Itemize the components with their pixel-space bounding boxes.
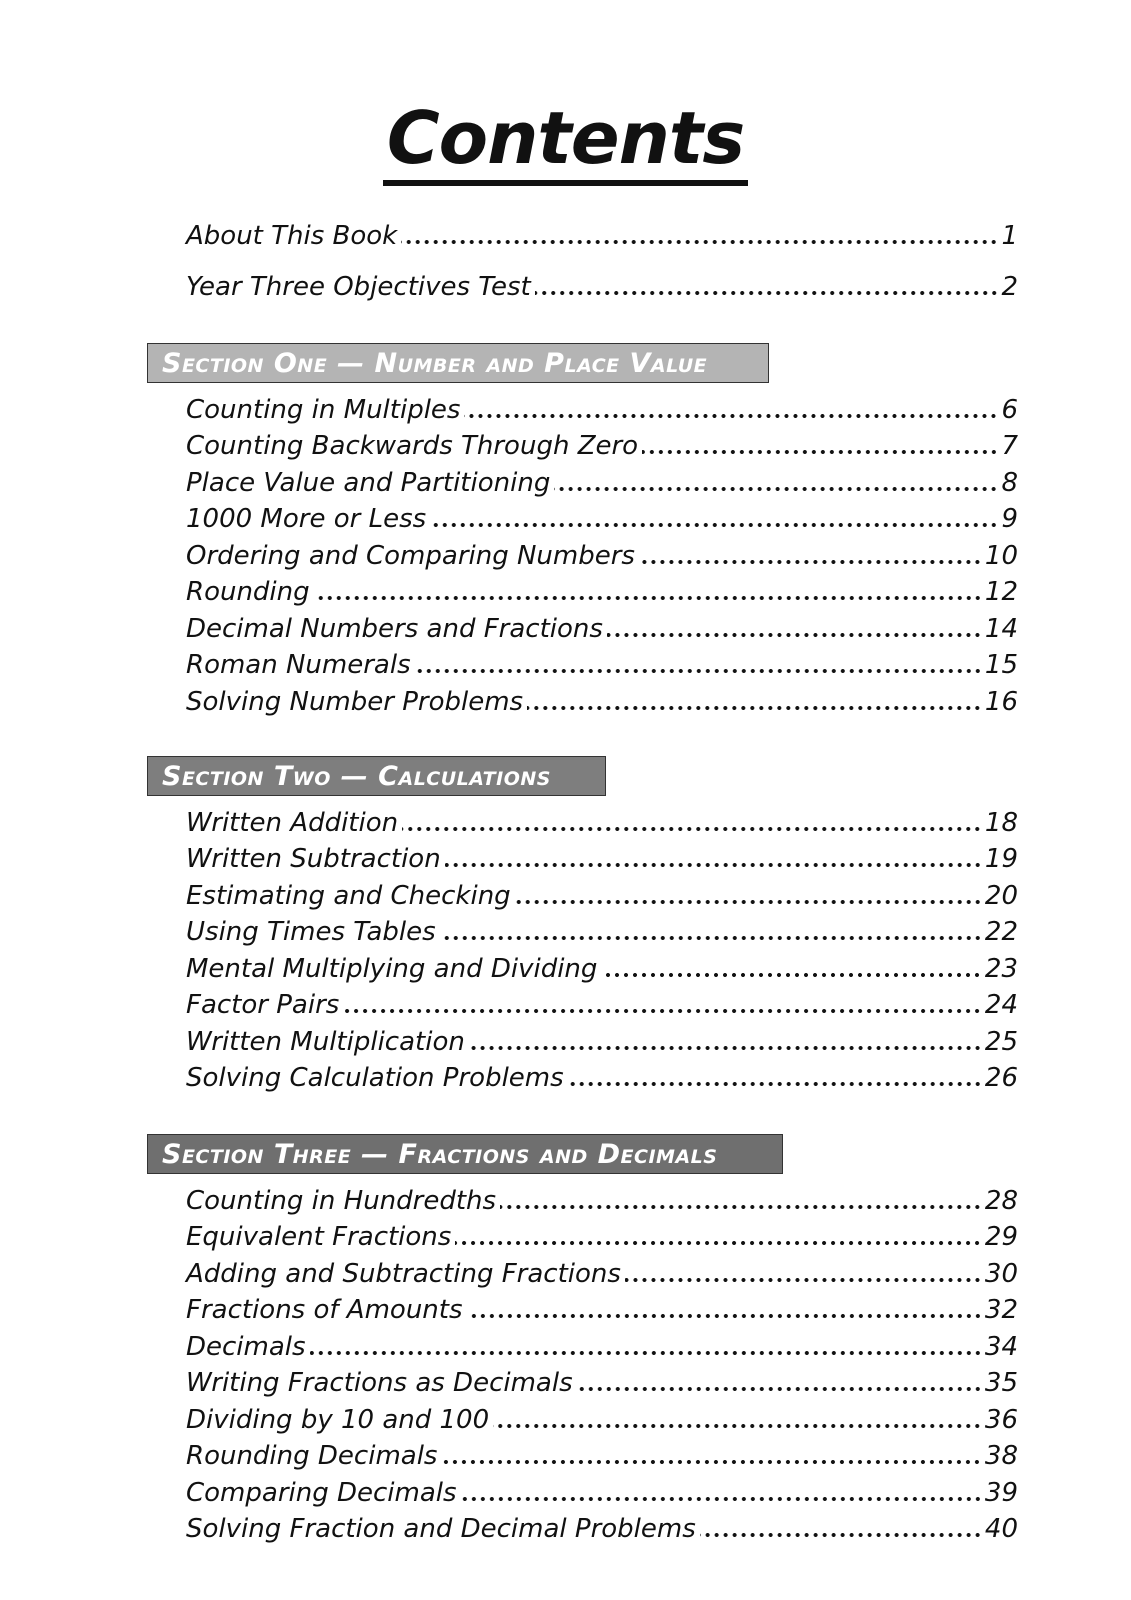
dot-leader	[639, 558, 982, 566]
dot-leader	[430, 521, 998, 529]
toc-entry-label: Dividing by 10 and 100	[186, 1405, 490, 1435]
dot-leader	[455, 1239, 982, 1247]
toc-entry-label: Adding and Subtracting Fractions	[186, 1259, 621, 1289]
toc-entry[interactable]	[186, 879, 1018, 913]
toc-entry-page-number: 9	[1001, 504, 1018, 534]
toc-entry[interactable]	[186, 393, 1018, 427]
toc-entry[interactable]	[186, 1512, 1018, 1546]
dot-leader	[625, 1276, 982, 1284]
dot-leader	[469, 1044, 982, 1052]
toc-entry[interactable]	[186, 1025, 1018, 1059]
toc-entry-page-number: 38	[984, 1441, 1018, 1471]
dot-leader	[310, 1349, 982, 1357]
toc-entry[interactable]	[186, 539, 1018, 573]
toc-entry-page-number: 18	[984, 808, 1018, 838]
toc-entry-page-number: 23	[984, 954, 1018, 984]
toc-entry-page-number: 2	[1001, 272, 1018, 302]
toc-entry[interactable]	[186, 1061, 1018, 1095]
section-one-header: Section One — Number and Place Value	[147, 343, 769, 383]
toc-entry-page-number: 6	[1001, 395, 1018, 425]
toc-entry-label: Year Three Objectives Test	[186, 272, 531, 302]
toc-entry[interactable]	[186, 685, 1018, 719]
toc-entry-label: Fractions of Amounts	[186, 1295, 463, 1325]
dot-leader	[601, 971, 982, 979]
toc-entry-page-number: 1	[1001, 221, 1018, 251]
toc-entry-label: Comparing Decimals	[186, 1478, 457, 1508]
toc-entry-page-number: 24	[984, 990, 1018, 1020]
toc-entry[interactable]	[186, 1330, 1018, 1364]
toc-entry-label: Solving Calculation Problems	[186, 1063, 564, 1093]
toc-entry[interactable]	[186, 575, 1018, 609]
toc-entry-label: Rounding Decimals	[186, 1441, 438, 1471]
toc-entry[interactable]	[186, 915, 1018, 949]
toc-entry-about-this-book[interactable]	[186, 219, 1018, 253]
dot-leader	[467, 1312, 982, 1320]
toc-entry-label: Counting in Hundredths	[186, 1186, 497, 1216]
toc-entry-label: Mental Multiplying and Dividing	[186, 954, 598, 984]
dot-leader	[568, 1080, 982, 1088]
toc-entry[interactable]	[186, 1476, 1018, 1510]
toc-entry[interactable]	[186, 612, 1018, 646]
dot-leader	[700, 1531, 982, 1539]
dot-leader	[402, 825, 982, 833]
toc-entry-page-number: 19	[984, 844, 1018, 874]
toc-entry[interactable]	[186, 952, 1018, 986]
toc-entry[interactable]	[186, 806, 1018, 840]
toc-entry-page-number: 14	[984, 614, 1018, 644]
toc-entry[interactable]	[186, 1403, 1018, 1437]
toc-entry-page-number: 28	[984, 1186, 1018, 1216]
page-title	[0, 96, 1131, 186]
toc-entry-label: Place Value and Partitioning	[186, 468, 551, 498]
toc-entry-label: Estimating and Checking	[186, 881, 511, 911]
dot-leader	[445, 861, 982, 869]
toc-entry-label: About This Book	[186, 221, 398, 251]
toc-entry-objectives-test[interactable]	[186, 270, 1018, 304]
toc-entry-label: Equivalent Fractions	[186, 1222, 452, 1252]
dot-leader	[343, 1007, 982, 1015]
toc-entry-page-number: 34	[984, 1332, 1018, 1362]
dot-leader	[515, 898, 982, 906]
toc-entry[interactable]	[186, 648, 1018, 682]
toc-entry[interactable]	[186, 988, 1018, 1022]
dot-leader	[461, 1495, 982, 1503]
toc-entry-label: Writing Fractions as Decimals	[186, 1368, 573, 1398]
toc-entry[interactable]	[186, 429, 1018, 463]
toc-entry-label: 1000 More or Less	[186, 504, 427, 534]
toc-entry-page-number: 30	[984, 1259, 1018, 1289]
toc-entry-label: Using Times Tables	[186, 917, 436, 947]
toc-entry-label: Solving Number Problems	[186, 687, 524, 717]
toc-entry-label: Decimal Numbers and Fractions	[186, 614, 603, 644]
dot-leader	[527, 704, 982, 712]
toc-entry-page-number: 16	[984, 687, 1018, 717]
dot-leader	[314, 594, 982, 602]
toc-entry-label: Solving Fraction and Decimal Problems	[186, 1514, 696, 1544]
toc-entry-page-number: 7	[1001, 431, 1018, 461]
toc-entry[interactable]	[186, 1293, 1018, 1327]
toc-entry-label: Counting Backwards Through Zero	[186, 431, 639, 461]
toc-entry-page-number: 22	[984, 917, 1018, 947]
toc-entry-label: Ordering and Comparing Numbers	[186, 541, 635, 571]
toc-entry[interactable]	[186, 502, 1018, 536]
toc-entry[interactable]	[186, 1257, 1018, 1291]
dot-leader	[464, 412, 998, 420]
dot-leader	[493, 1422, 982, 1430]
toc-entry-page-number: 26	[984, 1063, 1018, 1093]
toc-entry-label: Written Addition	[186, 808, 399, 838]
toc-entry-label: Counting in Multiples	[186, 395, 461, 425]
toc-entry-label: Roman Numerals	[186, 650, 411, 680]
page-title-text: Contents	[383, 98, 748, 186]
toc-entry-page-number: 12	[984, 577, 1018, 607]
toc-entry-page-number: 20	[984, 881, 1018, 911]
toc-entry-page-number: 8	[1001, 468, 1018, 498]
dot-leader	[415, 667, 982, 675]
toc-entry[interactable]	[186, 1220, 1018, 1254]
toc-entry-page-number: 40	[984, 1514, 1018, 1544]
toc-entry-page-number: 15	[984, 650, 1018, 680]
toc-entry[interactable]	[186, 466, 1018, 500]
toc-entry-page-number: 10	[984, 541, 1018, 571]
toc-entry-page-number: 32	[984, 1295, 1018, 1325]
toc-entry-label: Rounding	[186, 577, 310, 607]
dot-leader	[554, 485, 998, 493]
dot-leader	[440, 934, 982, 942]
toc-entry-label: Factor Pairs	[186, 990, 340, 1020]
dot-leader	[401, 238, 998, 246]
section-three-header: Section Three — Fractions and Decimals	[147, 1134, 783, 1174]
dot-leader	[577, 1385, 982, 1393]
toc-entry-page-number: 29	[984, 1222, 1018, 1252]
toc-entry-page-number: 39	[984, 1478, 1018, 1508]
toc-entry-label: Written Multiplication	[186, 1027, 465, 1057]
toc-entry[interactable]	[186, 842, 1018, 876]
toc-entry[interactable]	[186, 1439, 1018, 1473]
toc-entry-label: Decimals	[186, 1332, 306, 1362]
dot-leader	[642, 448, 998, 456]
dot-leader	[441, 1458, 981, 1466]
toc-entry[interactable]	[186, 1366, 1018, 1400]
toc-entry-page-number: 25	[984, 1027, 1018, 1057]
dot-leader	[607, 631, 982, 639]
dot-leader	[535, 289, 999, 297]
toc-entry-page-number: 36	[984, 1405, 1018, 1435]
toc-entry[interactable]	[186, 1184, 1018, 1218]
dot-leader	[500, 1203, 982, 1211]
toc-entry-label: Written Subtraction	[186, 844, 441, 874]
toc-entry-page-number: 35	[984, 1368, 1018, 1398]
section-two-header: Section Two — Calculations	[147, 756, 606, 796]
